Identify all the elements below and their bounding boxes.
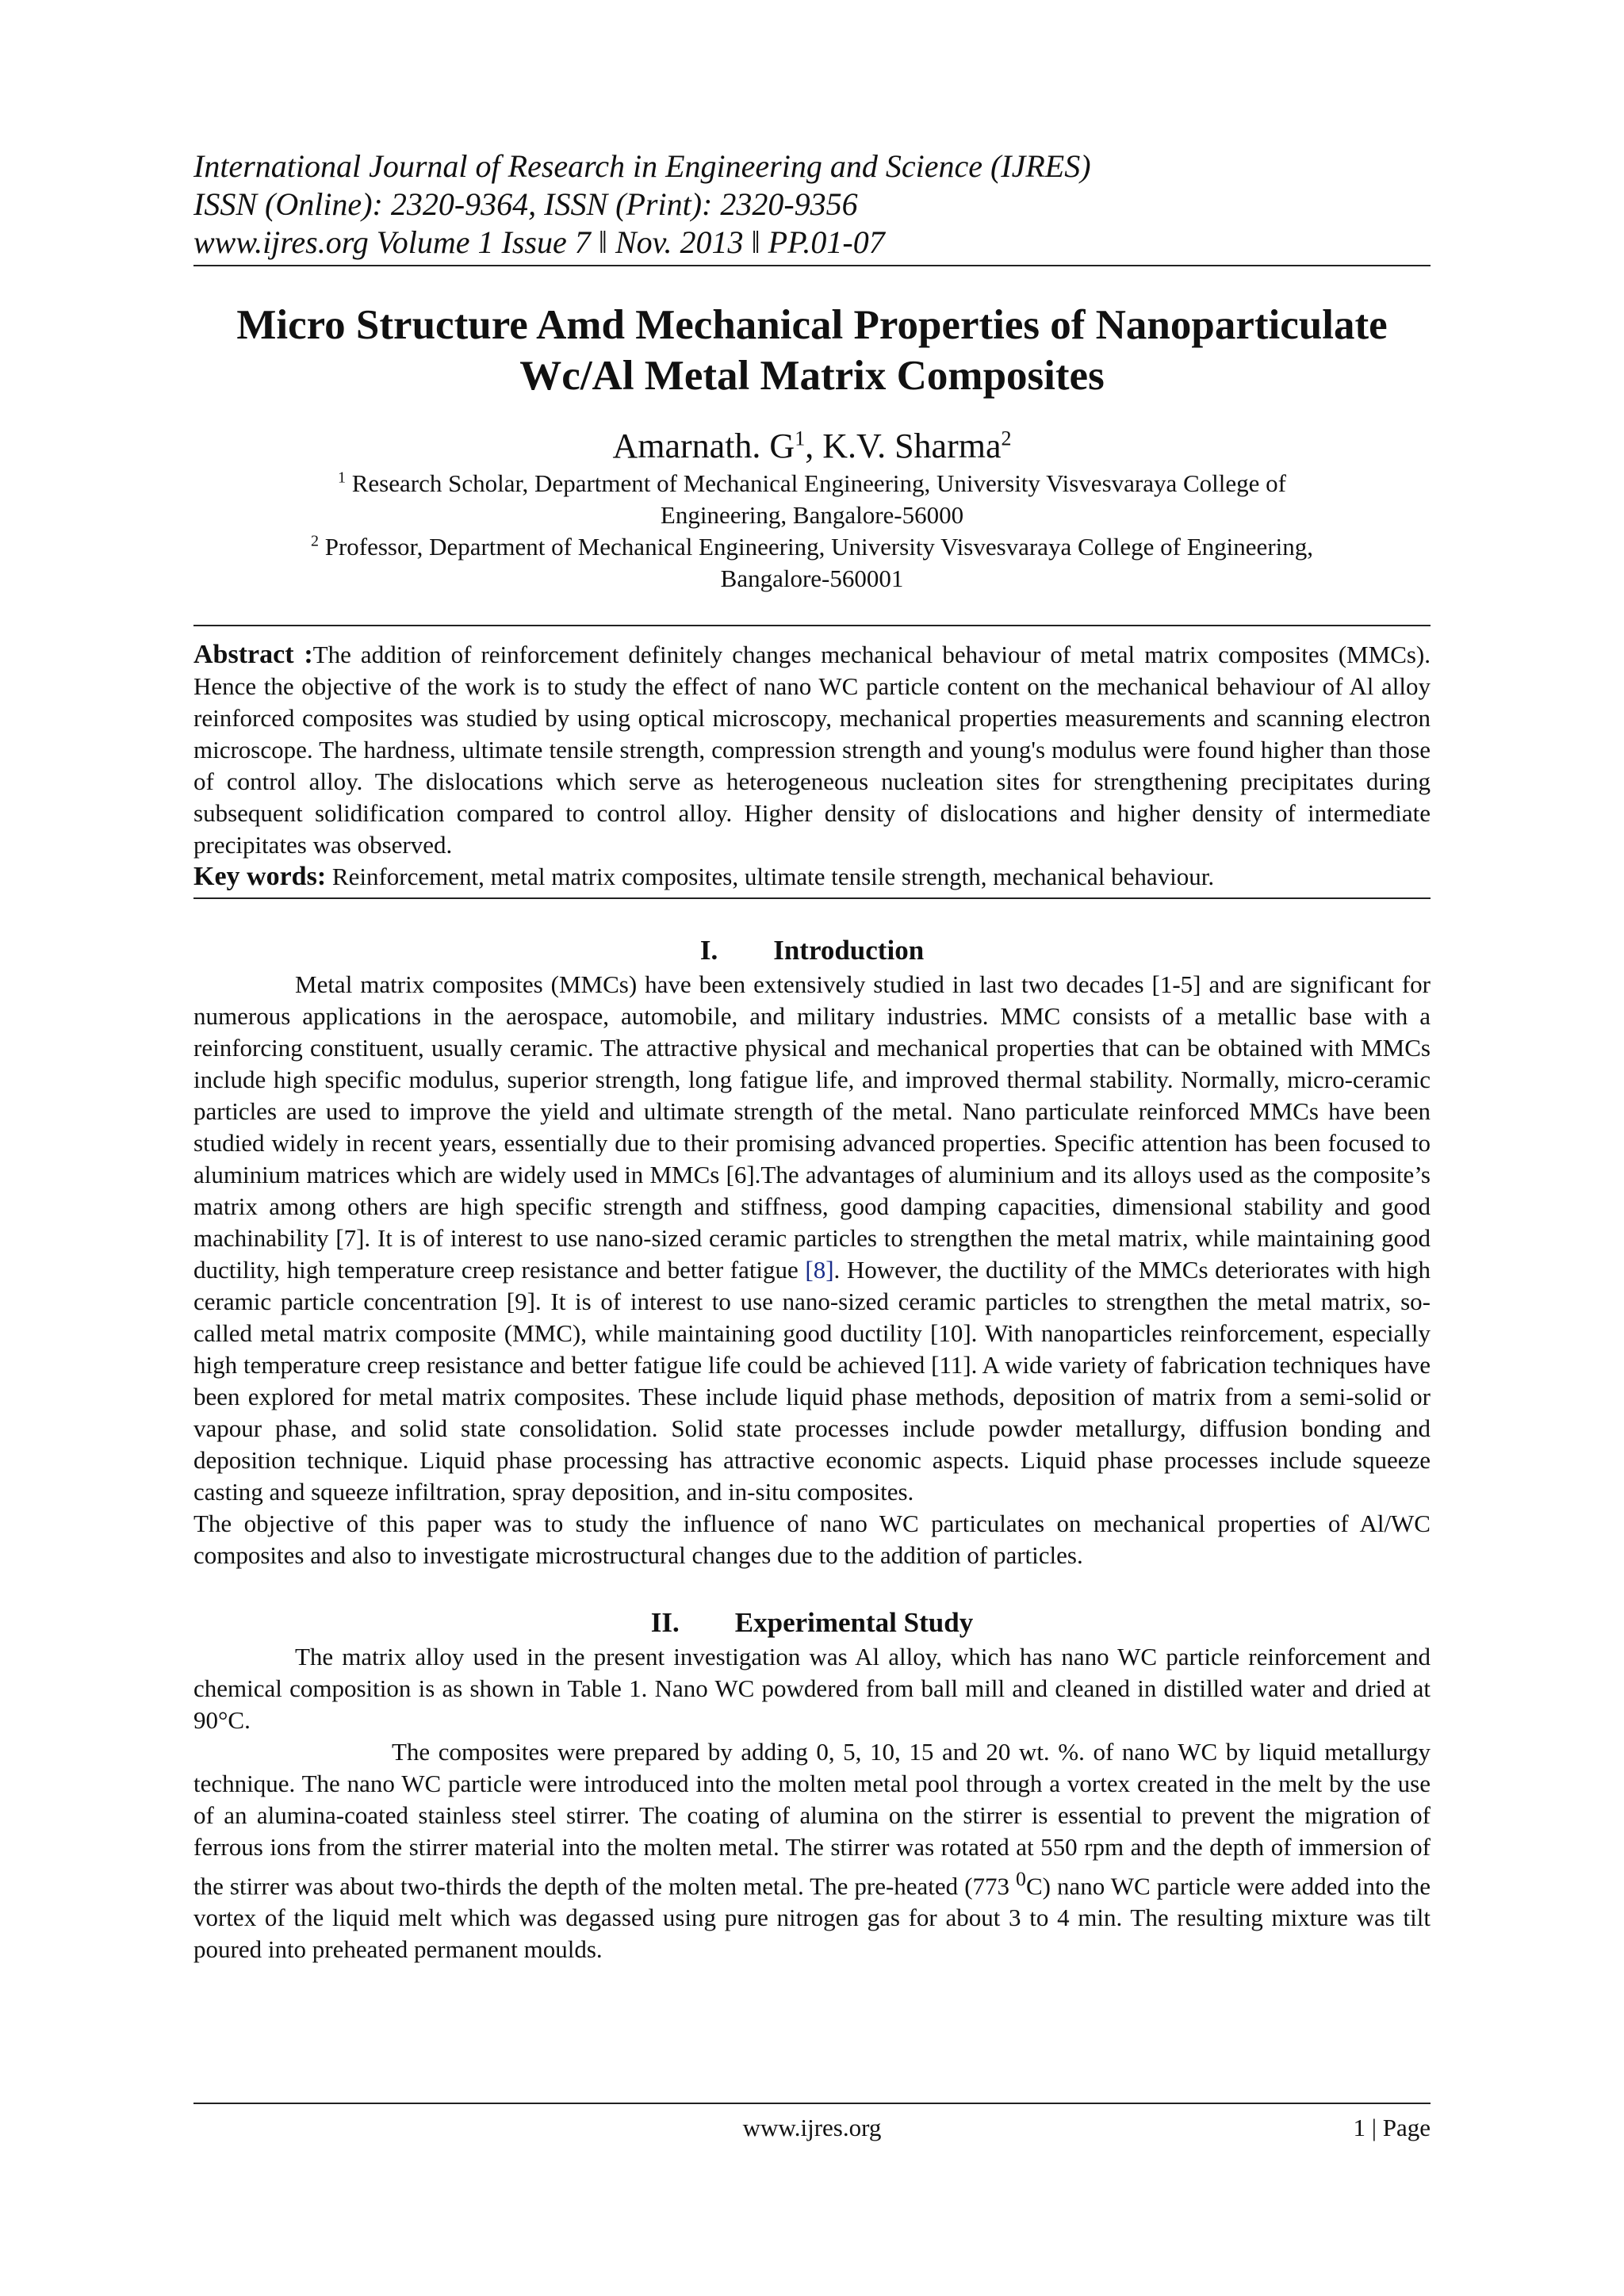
keywords-text: Reinforcement, metal matrix composites, ultimate tensile strength, mechanical behaviour. [326, 863, 1215, 890]
abstract [193, 639, 1431, 861]
page-number: 1 | Page [1353, 2114, 1431, 2141]
author-name: K.V. Sharma [822, 427, 1002, 465]
keywords-label: Key words: [193, 862, 327, 891]
section-heading-experimental [193, 1606, 1431, 1640]
body-paragraph [193, 1736, 1431, 1965]
affiliation [193, 531, 1431, 595]
footer-site: www.ijres.org [742, 2114, 882, 2141]
paragraph-text: Metal matrix composites (MMCs) have been extensively studied in last two decades [1-5] and are significant for numerous applications in the aerospace, automobile, and military industries. MMC consists of a metallic base with a reinforcing constituent, usually ceramic. The attractive physical and mechanical properties that can be obtained with MMCs include high specific modulus, superior strength, long fatigue life, and improved thermal stability. Normally, micro-ceramic particles are used to improve the yield and ultimate strength of the metal. Nano particulate reinforced MMCs have been studied widely in recent years, essentially due to their promising advanced properties. Specific attention has been focused to aluminium matrices which are widely used in MMCs [6].The advantages of aluminium and its alloys used as the composite’s matrix among others are high specific strength and stiffness, good damping capacities, dimensional stability and good machinability [7]. It is of interest to use nano-sized ceramic particles to strengthen the metal matrix, while maintaining good ductility, high temperature creep resistance and better fatigue [193, 970, 1431, 1284]
affiliation [193, 468, 1431, 531]
journal-header [193, 147, 1431, 266]
section-number: I. [699, 935, 718, 966]
abstract-label: Abstract : [193, 640, 313, 669]
author-affil-mark: 2 [1001, 427, 1012, 450]
affiliation-text: Research Scholar, Department of Mechanical Engineering, University Visvesvaraya College of Engineering, Bangalore-56000 [351, 469, 1286, 529]
journal-issn: ISSN (Online): 2320-9364, ISSN (Print): 2320-9356 [193, 186, 858, 222]
keywords [193, 861, 1431, 893]
body-paragraph: The matrix alloy used in the present investigation was Al alloy, which has nano WC particle reinforcement and chemical composition is as shown in Table 1. Nano WC powdered from ball mill and cleaned in distilled water and dried at 90°C. [193, 1643, 1431, 1734]
journal-volume-info: www.ijres.org Volume 1 Issue 7 ǁ Nov. 2013 ǁ PP.01-07 [193, 224, 885, 260]
journal-name: International Journal of Research in Engineering and Science (IJRES) [193, 148, 1091, 184]
citation-link[interactable]: [8] [805, 1256, 834, 1284]
author-list [193, 425, 1431, 468]
section-heading-introduction [193, 934, 1431, 967]
affiliation-text: Professor, Department of Mechanical Engineering, University Visvesvaraya College of Engineering, Bangalore-560001 [324, 533, 1314, 592]
paragraph-text: The composites were prepared by adding 0, 5, 10, 15 and 20 wt. %. of nano WC by liquid metallurgy technique. The nano WC particle were introduced into the molten metal pool through a vortex created in the melt by the use of an alumina-coated stainless steel stirrer. The coating of alumina on the stirrer is essential to prevent the migration of ferrous ions from the stirrer material into the molten metal. The stirrer was rotated at 550 rpm and the depth of immersion of the stirrer was about two-thirds the depth of the molten metal. The pre-heated (773 [193, 1738, 1431, 1900]
paragraph-text: . However, the ductility of the MMCs deteriorates with high ceramic particle concentration [9]. It is of interest to use nano-sized ceramic particles to strengthen the metal matrix, so-called metal matrix composite (MMC), while maintaining good ductility [10]. With nanoparticles reinforcement, especially high temperature creep resistance and better fatigue life could be achieved [11]. A wide variety of fabrication techniques have been explored for metal matrix composites. These include liquid phase methods, deposition of matrix from a semi-solid or vapour phase, and solid state consolidation. Solid state processes include powder metallurgy, diffusion bonding and deposition technique. Liquid phase processing has attractive economic aspects. Liquid phase processes include squeeze casting and squeeze infiltration, spray deposition, and in-situ composites. [193, 1256, 1431, 1506]
author-affil-mark: 1 [795, 427, 806, 450]
body-paragraph: The objective of this paper was to study the influence of nano WC particulates on mechanical properties of Al/WC composites and also to investigate microstructural changes due to the addition of particles. [193, 1510, 1431, 1569]
section-title: Introduction [773, 935, 925, 966]
paragraph-text: C) nano WC particle were added into the vortex of the liquid melt which was degassed using pure nitrogen gas for about 3 to 4 min. The resulting mixture was tilt poured into preheated permanent moulds. [193, 1872, 1431, 1964]
superscript-degree: 0 [1016, 1867, 1026, 1890]
author-name: Amarnath. G [612, 427, 795, 465]
body-paragraph [193, 969, 1431, 1508]
section-number: II. [650, 1607, 680, 1638]
section-title: Experimental Study [734, 1607, 974, 1638]
affiliation-mark: 1 [338, 469, 346, 487]
affiliation-mark: 2 [310, 532, 319, 550]
author-separator: , [805, 427, 823, 465]
page-footer [193, 2103, 1431, 2147]
abstract-block [193, 625, 1431, 899]
paper-page [193, 147, 1431, 1965]
paper-title: Micro Structure Amd Mechanical Properties of Nanoparticulate Wc/Al Metal Matrix Composites [236, 302, 1388, 399]
abstract-text: The addition of reinforcement definitely changes mechanical behaviour of metal matrix composites (MMCs). Hence the objective of the work is to study the effect of nano WC particle content on the mechanical behaviour of Al alloy reinforced composites was studied by using optical microscopy, mechanical properties measurements and scanning electron microscope. The hardness, ultimate tensile strength, compression strength and young's modulus were found higher than those of control alloy. The dislocations which serve as heterogeneous nucleation sites for strengthening precipitates during subsequent solidification compared to control alloy. Higher density of dislocations and higher density of intermediate precipitates was observed. [193, 641, 1431, 859]
